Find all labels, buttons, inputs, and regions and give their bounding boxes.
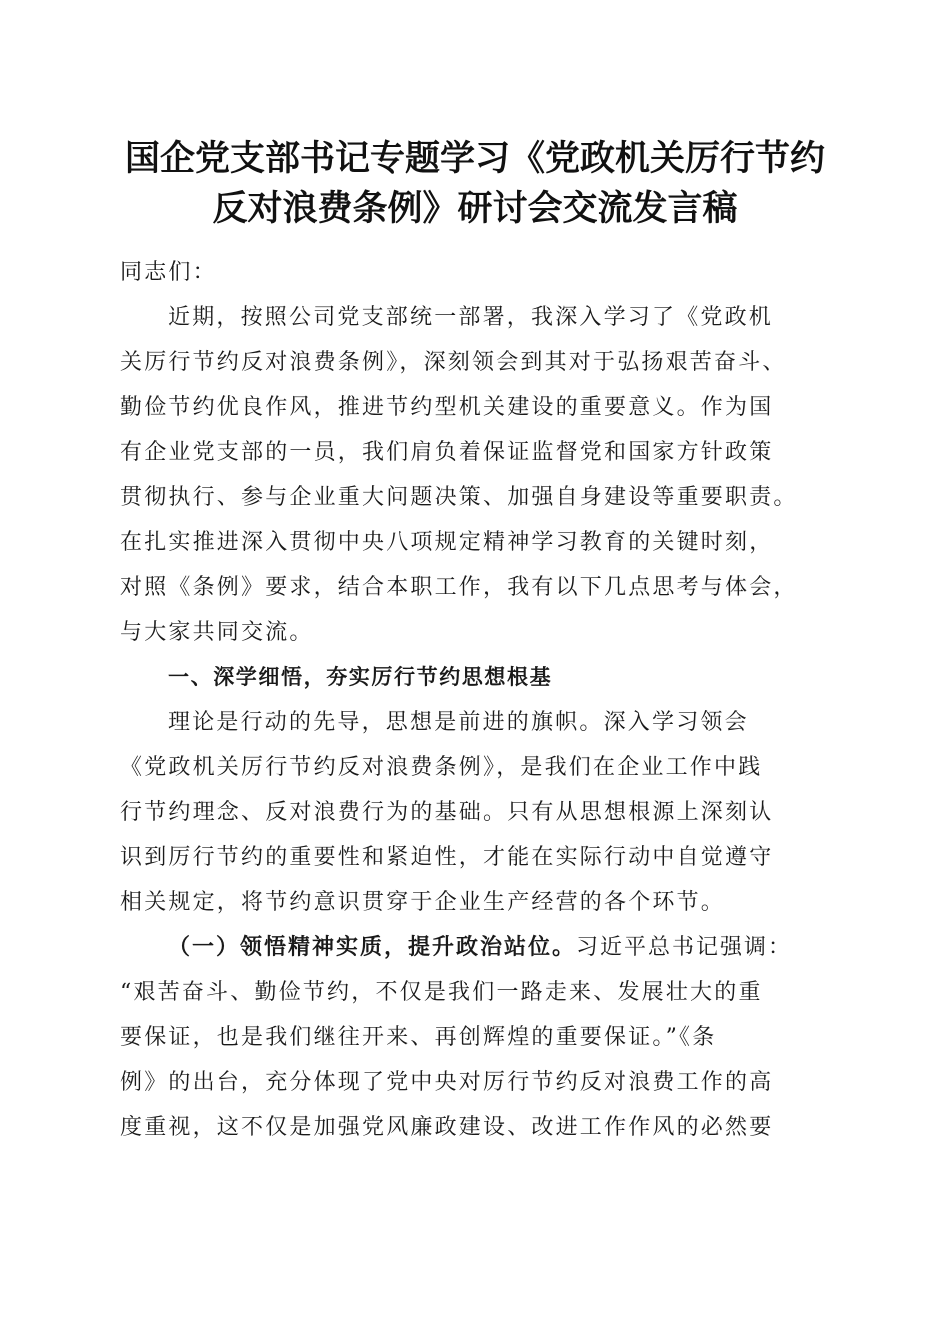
paragraph-line: 度重视，这不仅是加强党风廉政建设、改进工作作风的必然要	[120, 1115, 774, 1140]
title-line-2: 反对浪费条例》研讨会交流发言稿	[212, 189, 738, 229]
title-line-1: 国企党支部书记专题学习《党政机关厉行节约	[124, 139, 825, 179]
document-title	[100, 134, 850, 234]
section-heading: 一、深学细悟，夯实厉行节约思想根基	[168, 665, 553, 689]
subsection-heading: （一）领悟精神实质，提升政治站位。	[168, 934, 577, 960]
paragraph-line: “艰苦奋斗、勤俭节约，不仅是我们一路走来、发展壮大的重	[120, 980, 763, 1005]
paragraph-line: 理论是行动的先导，思想是前进的旗帜。深入学习领会	[168, 710, 749, 735]
paragraph-line: 识到厉行节约的重要性和紧迫性，才能在实际行动中自觉遵守	[120, 845, 774, 870]
paragraph-line: 关厉行节约反对浪费条例》，深刻领会到其对于弘扬艰苦奋斗、	[120, 350, 787, 375]
paragraph-line: 勤俭节约优良作风，推进节约型机关建设的重要意义。作为国	[120, 395, 774, 420]
document-body	[120, 250, 832, 1150]
paragraph-line: 例》的出台，充分体现了党中央对厉行节约反对浪费工作的高	[120, 1070, 774, 1095]
paragraph-line: 要保证，也是我们继往开来、再创辉煌的重要保证。”《条	[120, 1025, 717, 1050]
paragraph-line: 相关规定，将节约意识贯穿于企业生产经营的各个环节。	[120, 890, 726, 915]
paragraph-line: 在扎实推进深入贯彻中央八项规定精神学习教育的关键时刻，	[120, 530, 774, 555]
paragraph-line: 近期，按照公司党支部统一部署，我深入学习了《党政机	[168, 305, 774, 330]
salutation: 同志们：	[120, 260, 217, 285]
paragraph-line: 贯彻执行、参与企业重大问题决策、加强自身建设等重要职责。	[120, 485, 798, 510]
subsection-text: 习近平总书记强调：	[576, 935, 793, 960]
paragraph-line: 《党政机关厉行节约反对浪费条例》，是我们在企业工作中践	[120, 755, 763, 780]
paragraph-line: 有企业党支部的一员，我们肩负着保证监督党和国家方针政策	[120, 440, 774, 465]
subsection-line	[120, 925, 832, 970]
paragraph-line: 与大家共同交流。	[120, 620, 314, 645]
paragraph-line: 行节约理念、反对浪费行为的基础。只有从思想根源上深刻认	[120, 800, 774, 825]
paragraph-line: 对照《条例》要求，结合本职工作，我有以下几点思考与体会，	[120, 575, 798, 600]
